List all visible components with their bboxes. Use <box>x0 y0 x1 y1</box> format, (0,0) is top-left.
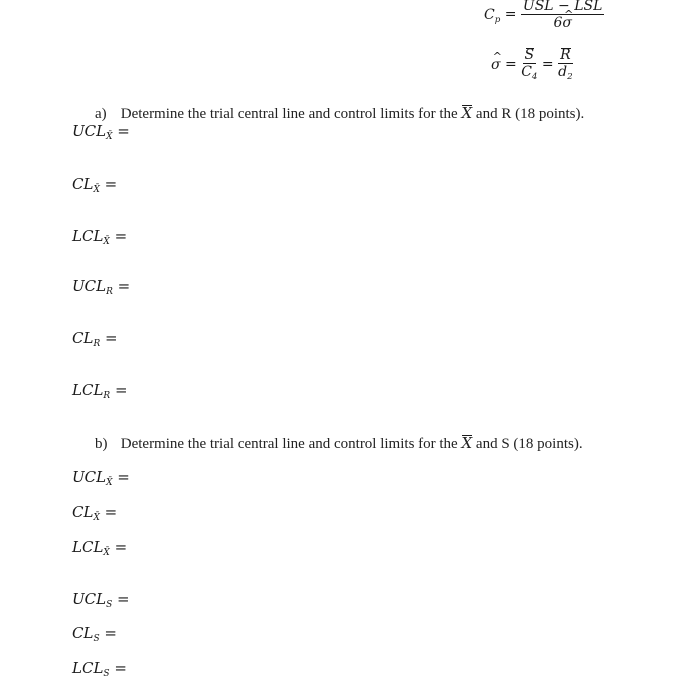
question-a-xbar: X <box>461 104 473 122</box>
question-b-letter: b) <box>95 436 108 452</box>
question-b-text-before: Determine the trial central line and control limits for the <box>120 436 458 452</box>
b-ucl-xbar: $UCL_{X̄}$ = <box>72 468 130 489</box>
question-b-text-after: and S (18 points). <box>475 436 583 452</box>
b-cl-s: $CL_S$ = <box>72 624 117 645</box>
question-b-xbar: X <box>461 434 473 452</box>
b-lcl-s: $LCL_S$ = <box>72 659 127 680</box>
cp-equals: = <box>504 6 517 23</box>
sigma-fraction-s: $\frac{S}{C_4}$ <box>521 47 538 83</box>
question-a-text-after: and R (18 points). <box>475 106 585 122</box>
cp-formula <box>484 0 604 31</box>
b-ucl-s: $UCL_S$ = <box>72 590 130 611</box>
question-b <box>95 434 583 453</box>
cp-numerator: USL − LSL <box>522 0 603 14</box>
a-cl-xbar: $CL_{X̄}$ = <box>72 175 118 196</box>
question-a <box>95 104 584 123</box>
a-lcl-xbar: $LCL_{X̄}$ = <box>72 227 128 248</box>
cp-denominator: 6^ σ <box>553 15 571 31</box>
question-a-letter: a) <box>95 106 107 122</box>
sigma-equals-2: = <box>541 56 554 73</box>
question-a-text-before: Determine the trial central line and control limits for the <box>120 106 458 122</box>
a-cl-r: $CL_R$ = <box>72 329 118 350</box>
cp-lhs: $C_p$ <box>484 6 501 25</box>
s-bar: S <box>524 47 535 63</box>
sigma-formula <box>491 47 573 82</box>
a-lcl-r: $LCL_R$ = <box>72 381 128 402</box>
sigma-equals-1: = <box>505 56 517 73</box>
a-ucl-xbar: $UCL_{X̄}$ = <box>72 122 130 143</box>
b-cl-xbar: $CL_{X̄}$ = <box>72 503 118 524</box>
sigma-lhs: ^ σ <box>491 57 501 73</box>
sigma-fraction-r: $\frac{R}{d_2}$ <box>558 47 573 83</box>
b-lcl-xbar: $LCL_{X̄}$ = <box>72 538 128 559</box>
a-ucl-r: $UCL_R$ = <box>72 277 131 298</box>
r-bar: R <box>560 47 571 63</box>
cp-fraction <box>521 0 605 31</box>
